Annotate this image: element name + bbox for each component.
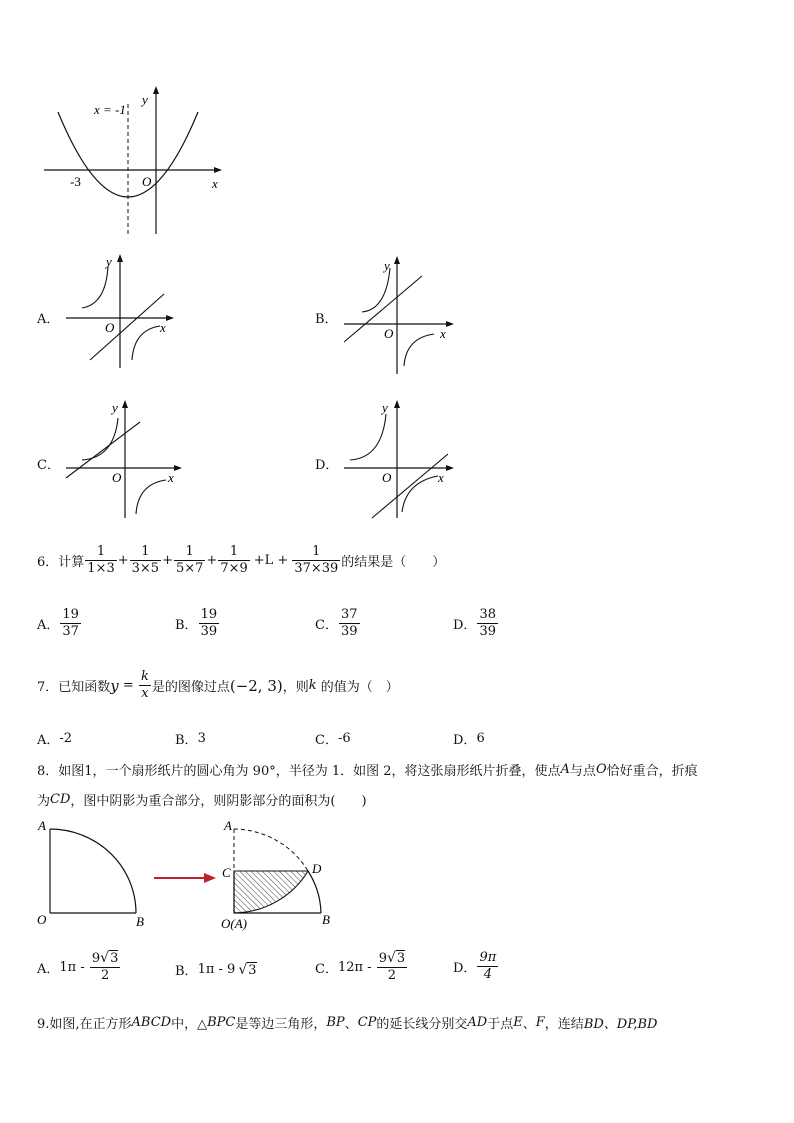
opt-b-y-label: y	[384, 258, 390, 273]
q9-question	[37, 1013, 657, 1032]
fig2-label-a: A	[224, 818, 232, 833]
q7-question	[37, 669, 399, 702]
fig1-label-o: O	[37, 912, 47, 927]
q6-option-a[interactable]	[37, 607, 82, 640]
q9-text-7: 、	[522, 1017, 536, 1032]
opt-c-origin-label: O	[112, 470, 122, 485]
fig2-label-c: C	[222, 865, 231, 880]
q8-option-c-value: $\frac{9√3}{2}$	[378, 950, 406, 983]
plus-sign: +	[117, 553, 129, 568]
q8-option-c[interactable]: C． 12π - $\frac{9√3}{2}$	[315, 950, 406, 983]
q5-option-c-graph	[62, 398, 188, 522]
q5-option-b-graph	[340, 254, 460, 378]
opt-b-x-label: x	[440, 326, 446, 341]
q6-prefix: 6．计算	[37, 555, 85, 570]
q6-option-c-value: $\frac{37}{39}$	[340, 607, 358, 639]
q8-cd: CD	[50, 792, 71, 807]
q8-text-1: 8．如图1，一个扇形纸片的圆心角为 90°，半径为 1．如图 2，将这张扇形纸片折叠，使点	[37, 764, 561, 779]
fig1-label-b: B	[136, 914, 144, 929]
q7-y: y	[110, 676, 119, 695]
q7-option-d[interactable]: D． 6	[453, 731, 485, 748]
q6-option-d-value: $\frac{38}{39}$	[479, 607, 496, 639]
q6-suffix: 的结果是（ ）	[341, 555, 446, 570]
q8-text-3: 恰好重合，折痕	[606, 764, 698, 779]
q9-text-1: 9.如图,在正方形	[37, 1017, 132, 1032]
q5-option-b-letter[interactable]: B．	[315, 312, 338, 327]
plus-sign: +	[162, 553, 173, 568]
q8-figure-1	[34, 816, 154, 932]
q5-option-d-graph	[340, 398, 460, 522]
q8-option-b[interactable]: B． 1π - 9 √ 3	[175, 961, 257, 979]
q9-text-6: 于点	[487, 1017, 514, 1032]
q6-option-a-letter: A．	[37, 618, 60, 633]
q6-option-b[interactable]	[175, 607, 220, 640]
q8-text-5: ，图中阴影为重合部分，则阴影部分的面积为( )	[70, 794, 367, 809]
q9-text-8: ，连结	[544, 1017, 584, 1032]
opt-a-origin-label: O	[105, 320, 115, 335]
q9-bp: BP	[326, 1015, 345, 1030]
opt-d-origin-label: O	[382, 470, 392, 485]
plus-sign: +	[206, 553, 218, 568]
q8-figure-2	[218, 816, 338, 936]
q8-option-a[interactable]: A． 1π - $\frac{9√3}{2}$	[37, 950, 119, 983]
y-axis-label: y	[142, 92, 148, 107]
q8-text-4: 为	[37, 794, 51, 809]
q6-question	[37, 544, 445, 577]
q8-text-2: 与点	[569, 764, 596, 779]
q9-f: F	[535, 1015, 545, 1030]
q6-term-3: $\frac{1}{5\times 7}$	[175, 544, 204, 576]
q9-text-4: 、	[344, 1017, 358, 1032]
parabola-graph	[38, 82, 228, 240]
fig1-label-a: A	[38, 818, 46, 833]
q9-cp: CP	[357, 1015, 377, 1030]
q9-bpc: BPC	[207, 1015, 236, 1030]
q6-term-2: $\frac{1}{3\times 5}$	[131, 544, 160, 576]
opt-d-y-label: y	[382, 400, 388, 415]
q7-eq: =	[118, 678, 138, 693]
q9-tail: BD、DP,BD	[583, 1017, 658, 1032]
q6-term-4: $\frac{1}{7\times 9}$	[220, 544, 248, 576]
origin-label: O	[142, 174, 152, 189]
q6-option-c-letter: C．	[315, 618, 338, 633]
q7-k: k	[308, 678, 317, 693]
q7-option-b[interactable]: B． 3	[175, 731, 206, 748]
q9-text-3: 是等边三角形，	[235, 1017, 327, 1032]
q7-option-a[interactable]: A． -2	[37, 731, 73, 748]
q9-text-2: 中，△	[171, 1017, 208, 1032]
q5-option-a-graph	[62, 252, 182, 372]
q5-option-d-letter[interactable]: D．	[315, 458, 339, 473]
opt-b-origin-label: O	[384, 326, 394, 341]
line-label: x = -1	[94, 102, 126, 117]
q7-prefix: 7．已知函数	[37, 680, 111, 695]
fig2-label-d: D	[312, 861, 322, 876]
opt-c-x-label: x	[168, 470, 174, 485]
q6-option-a-value: $\frac{19}{37}$	[62, 607, 79, 639]
q7-fraction: $\frac{k}{x}$	[140, 669, 149, 701]
q7-mid: ，则	[282, 680, 309, 695]
q8-question-line2	[37, 790, 367, 809]
opt-c-y-label: y	[112, 400, 118, 415]
opt-a-y-label: y	[106, 254, 112, 269]
q8-point-a: A	[560, 762, 570, 777]
fig2-label-oa: O(A)	[221, 916, 247, 931]
q8-option-a-value: $\frac{9√3}{2}$	[91, 950, 119, 983]
q7-middle: 是的图像过点	[151, 680, 230, 695]
x-axis-label: x	[212, 176, 218, 191]
q6-term-1: $\frac{1}{1\times 3}$	[87, 544, 115, 576]
q8-option-d[interactable]: D． $\frac{9\pi}{4}$	[453, 950, 497, 982]
fig2-label-b: B	[322, 912, 330, 927]
q7-suffix: 的值为（ ）	[316, 680, 399, 695]
tick-label: -3	[70, 174, 81, 189]
q7-point: (−2, 3)	[229, 676, 283, 695]
q6-option-b-value: $\frac{19}{39}$	[200, 607, 218, 639]
q6-option-d-letter: D．	[453, 618, 477, 633]
q8-point-o: O	[595, 762, 607, 777]
q7-option-c[interactable]: C． -6	[315, 731, 351, 748]
opt-d-x-label: x	[438, 470, 444, 485]
q6-option-b-letter: B．	[175, 618, 198, 633]
q6-term-5: $\frac{1}{37\times 39}$	[294, 544, 339, 576]
q6-option-c[interactable]	[315, 607, 361, 640]
q9-ad: AD	[467, 1015, 488, 1030]
arrow-icon	[150, 870, 220, 886]
q6-option-d[interactable]	[453, 607, 499, 640]
q8-option-d-value: $\frac{9\pi}{4}$	[479, 950, 497, 982]
opt-a-x-label: x	[160, 320, 166, 335]
q6-ellipsis: +L +	[253, 553, 289, 568]
q9-text-5: 的延长线分别交	[376, 1017, 468, 1032]
q9-abcd: ABCD	[131, 1015, 172, 1030]
q5-option-a-letter[interactable]: A．	[37, 312, 60, 327]
q9-e: E	[513, 1015, 523, 1030]
q8-question-line1	[37, 760, 698, 779]
q5-option-c-letter[interactable]: C．	[37, 458, 60, 473]
